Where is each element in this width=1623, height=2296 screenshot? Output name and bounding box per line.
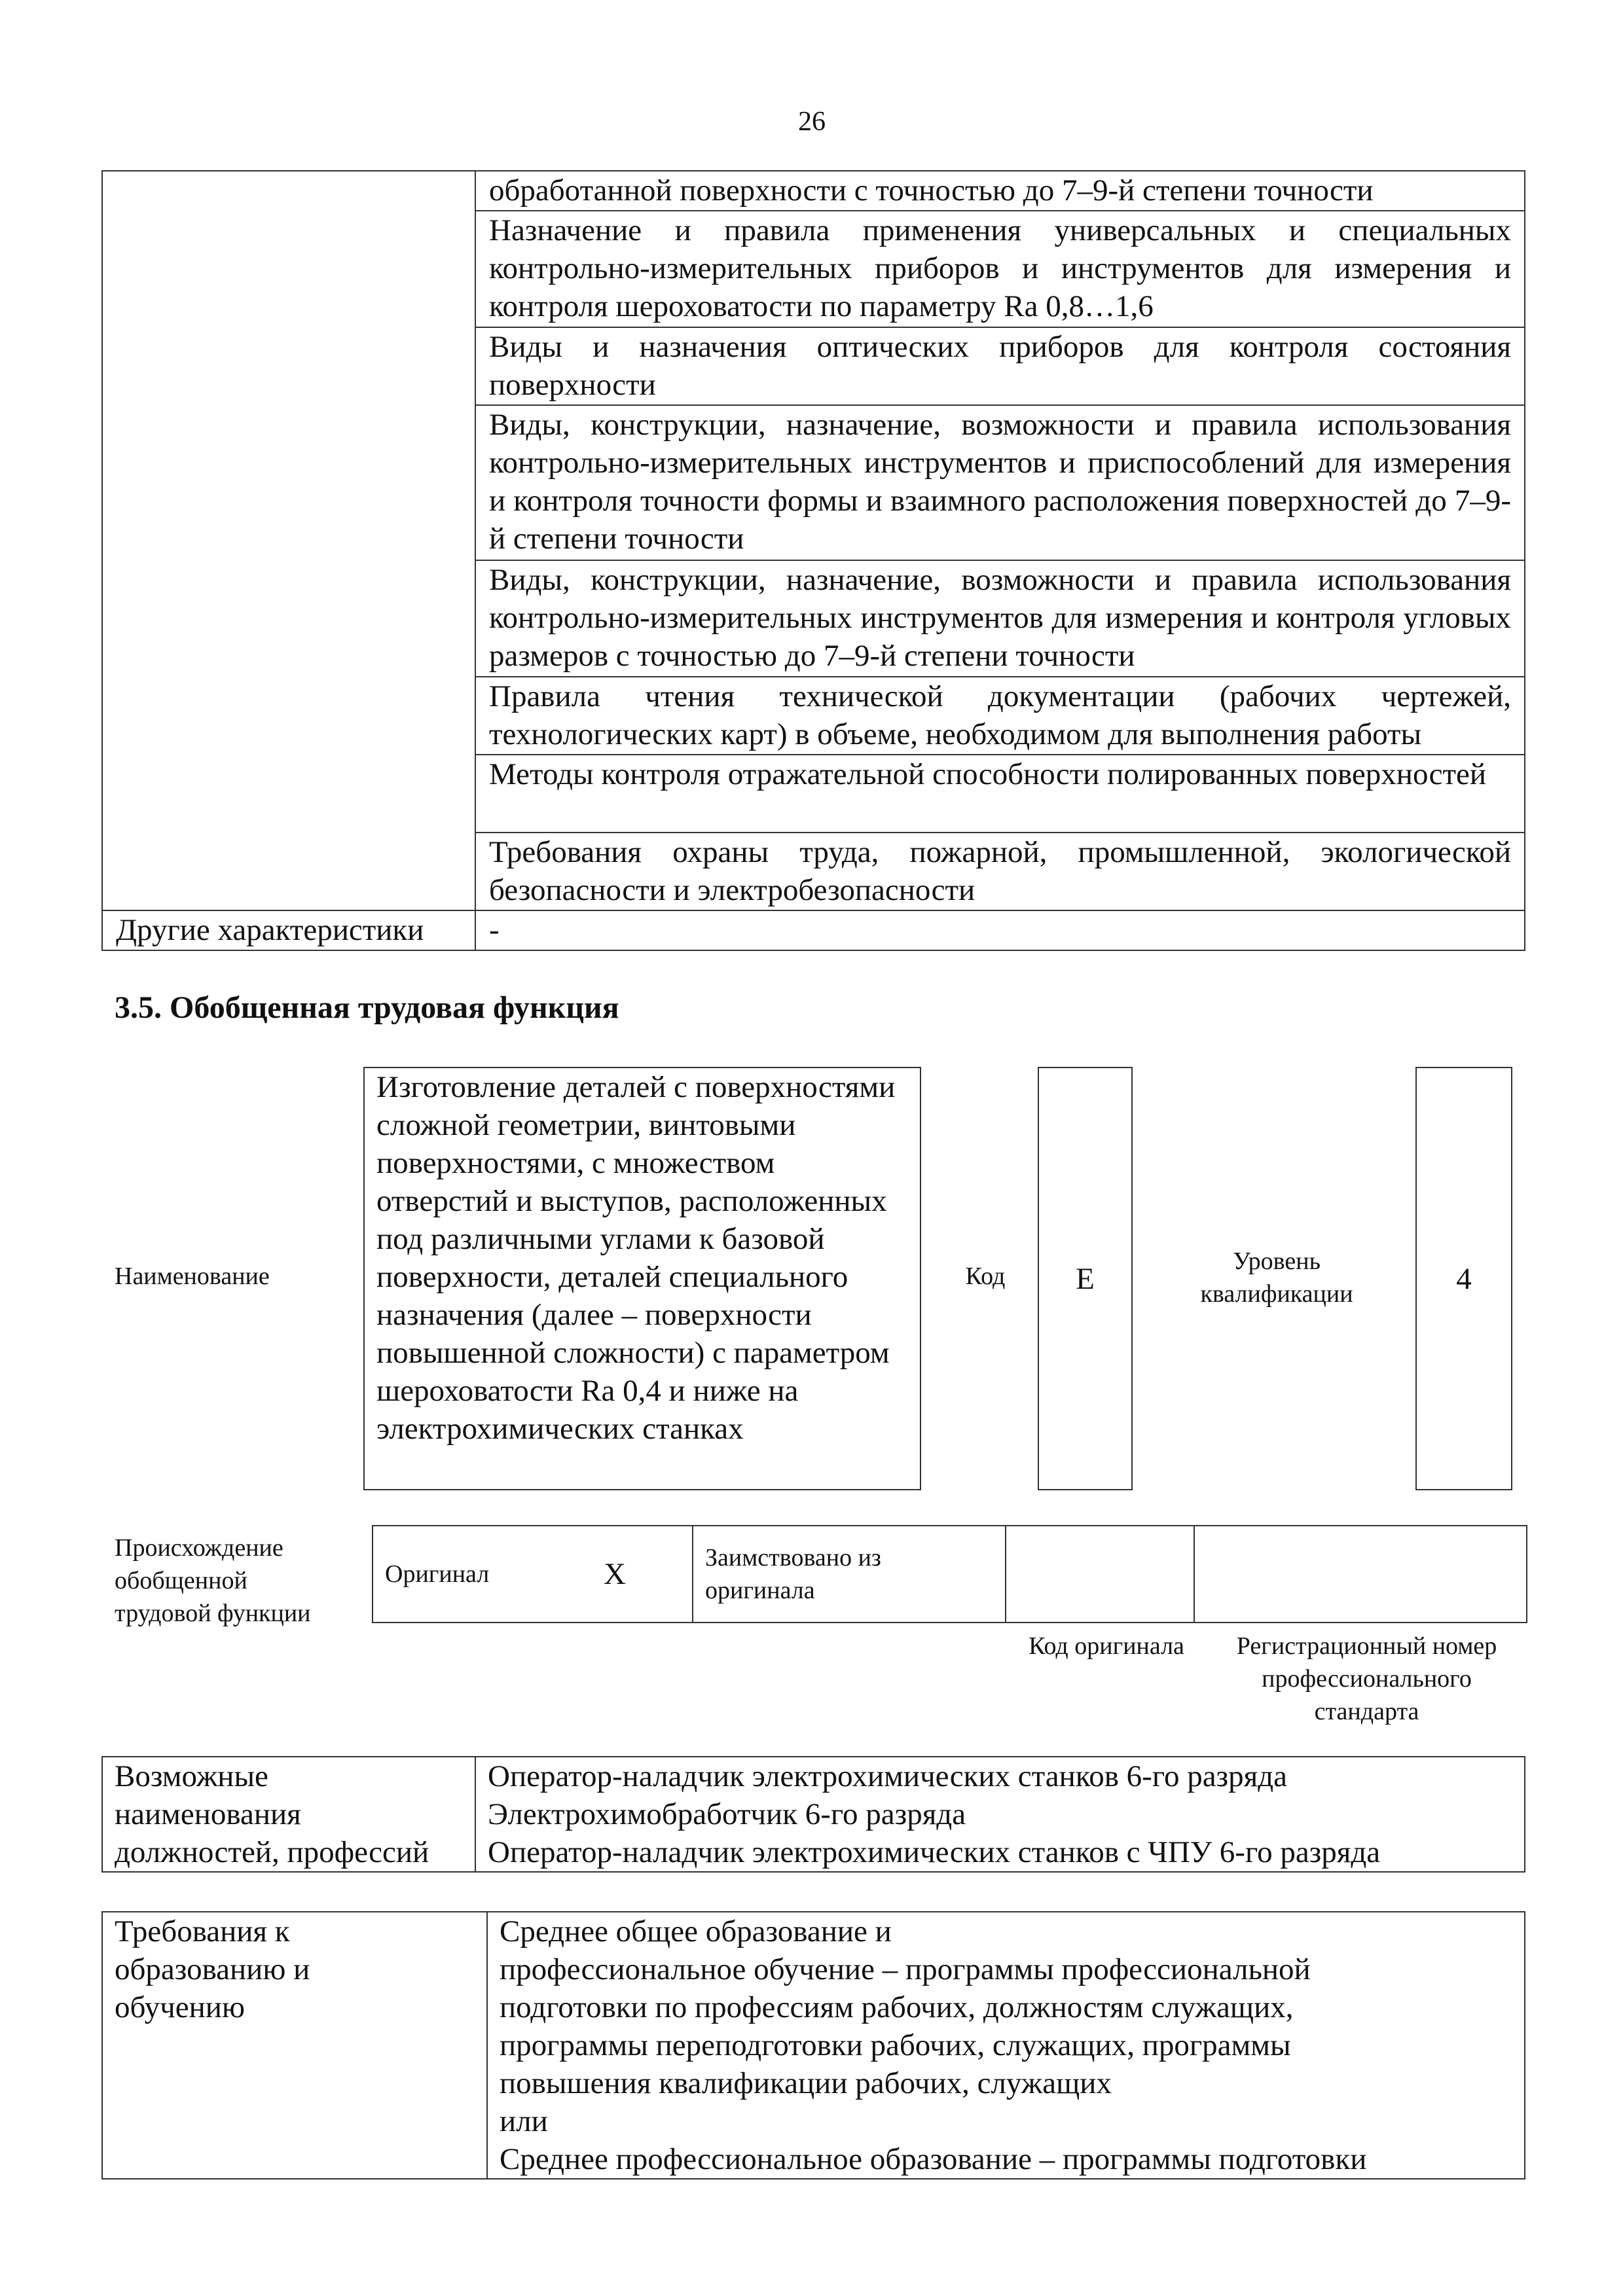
knowledge-item: Виды, конструкции, назначение, возможности и правила использования контрольно-измерительных инструментов и приспособлений для измерения и контроля точности формы и взаимного расположения поверхностей до 7–9-й степени точности (475, 405, 1525, 560)
left-cell-empty (102, 171, 475, 910)
table-row (102, 1757, 1525, 1872)
code-caption: Код оригинала (1029, 1632, 1184, 1660)
origin-table (372, 1525, 1527, 1623)
name-label: Наименование (115, 1263, 270, 1290)
level-value: 4 (1415, 1067, 1512, 1490)
knowledge-table (101, 170, 1525, 951)
original-mark: X (538, 1526, 693, 1623)
table-row (102, 171, 1525, 211)
education-label-cell (102, 1912, 487, 2179)
positions-table (101, 1756, 1525, 1873)
positions-label (102, 1757, 475, 1872)
list-item: Оператор-наладчик электрохимических станков с ЧПУ 6-го разряда (488, 1835, 1381, 1869)
list-item: повышения квалификации рабочих, служащих (500, 2066, 1112, 2100)
original-label: Оригинал (373, 1526, 538, 1623)
table-row (102, 1912, 1525, 2179)
registration-number-cell (1194, 1526, 1527, 1623)
borrowed-label: Заимствовано из оригинала (693, 1526, 1006, 1623)
knowledge-item: Виды, конструкции, назначение, возможности и правила использования контрольно-измерительных инструментов для измерения и контроля угловых размеров с точностью до 7–9-й степени точности (475, 560, 1525, 677)
knowledge-item: Требования охраны труда, пожарной, промышленной, экологической безопасности и электробезопасности (475, 833, 1525, 910)
list-item: или (500, 2104, 548, 2138)
page-number: 26 (798, 107, 826, 137)
education-table (101, 1911, 1525, 2179)
code-value: E (1038, 1067, 1133, 1490)
other-value: - (475, 910, 1525, 950)
original-code-cell (1006, 1526, 1194, 1623)
list-item: Электрохимобработчик 6-го разряда (488, 1797, 966, 1831)
knowledge-item: Методы контроля отражательной способности полированных поверхностей (475, 755, 1525, 832)
knowledge-item: Правила чтения технической документации (рабочих чертежей, технологических карт) в объеме, необходимом для выполнения работы (475, 677, 1525, 755)
reg-caption: Регистрационный номер профессионального стандарта (1236, 1632, 1497, 1725)
other-label: Другие характеристики (102, 910, 475, 950)
education-label: Требования к образованию и обучению (115, 1914, 310, 2024)
origin-label: Происхождение обобщенной трудовой функции (115, 1534, 311, 1627)
list-item: Среднее общее образование и (500, 1914, 892, 1948)
positions-list (475, 1757, 1525, 1872)
list-item: профессиональное обучение – программы профессиональной (500, 1952, 1311, 1986)
list-item: Оператор-наладчик электрохимических станков 6-го разряда (488, 1759, 1288, 1793)
list-item: подготовки по профессиям рабочих, должностям служащих, (500, 1990, 1294, 2024)
education-list (487, 1912, 1525, 2179)
table-row (373, 1526, 1527, 1623)
list-item: программы переподготовки рабочих, служащих, программы (500, 2028, 1291, 2062)
section-heading: 3.5. Обобщенная трудовая функция (115, 990, 619, 1025)
knowledge-item: обработанной поверхности с точностью до 7–9-й степени точности (475, 171, 1525, 211)
positions-label-text: Возможные наименования должностей, профессий (115, 1759, 429, 1869)
name-value: Изготовление деталей с поверхностями сложной геометрии, винтовыми поверхностями, с множеством отверстий и выступов, расположенных под различными углами к базовой поверхности, деталей специального назначения (далее – поверхности повышенной сложности) с параметром шероховатости Ra 0,4 и ниже на электрохимических станках (363, 1067, 921, 1490)
knowledge-item: Назначение и правила применения универсальных и специальных контрольно-измерительных приборов и инструментов для измерения и контроля шероховатости по параметру Ra 0,8…1,6 (475, 211, 1525, 327)
table-row (102, 910, 1525, 950)
level-label: Уровень квалификации (1200, 1247, 1353, 1308)
list-item: Среднее профессиональное образование – программы подготовки (500, 2142, 1367, 2176)
code-label: Код (965, 1263, 1006, 1290)
knowledge-item: Виды и назначения оптических приборов для контроля состояния поверхности (475, 327, 1525, 405)
